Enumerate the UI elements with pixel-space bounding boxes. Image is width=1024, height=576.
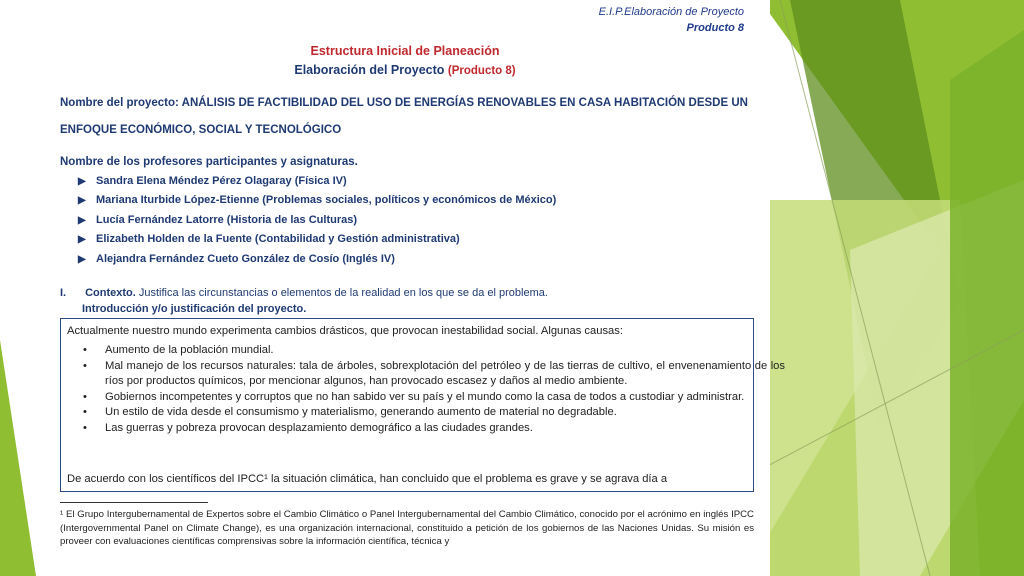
professor-item: ▶ Lucía Fernández Latorre (Historia de las Culturas) [78,214,358,226]
project-name-line2: ENFOQUE ECONÓMICO, SOCIAL Y TECNOLÓGICO [60,124,342,136]
context-text: Justifica las circunstancias o elementos de la realidad en los que se da el problema. [138,287,548,299]
arrow-bullet-icon: ▶ [78,234,86,245]
professor-item: ▶ Alejandra Fernández Cueto González de Cosío (Inglés IV) [78,253,395,265]
document-page [40,0,785,576]
arrow-bullet-icon: ▶ [78,176,86,187]
box-tail: De acuerdo con los científicos del IPCC¹ la situación climática, han concluido que el problema es grave y se agrava día a [67,473,668,485]
context-box [60,318,785,492]
context-subtitle: Introducción y/o justificación del proyecto. [82,303,307,315]
list-item: • Las guerras y pobreza provocan desplazamiento demográfico a las ciudades grandes. [105,421,785,437]
page-subtitle [40,63,770,77]
left-green-triangle [0,340,36,576]
footnote: ¹ El Grupo Intergubernamental de Expertos sobre el Cambio Climático o Panel Intergubernamental del Cambio Climático, conocido por el acrónimo en inglés IPCC (Intergovernmental Panel on Climate Change), es una organización internacional, constituido a petición de los gobiernos de las Naciones Unidas. Su misión es proveer con evaluaciones científicas comprensivas sobre la información científica, técnica y [60,509,754,547]
subtitle-main: Elaboración del Proyecto [294,63,445,77]
professor-item: ▶ Elizabeth Holden de la Fuente (Contabilidad y Gestión administrativa) [78,233,460,245]
subtitle-product: (Producto 8) [447,65,516,77]
professors-label: Nombre de los profesores participantes y asignaturas. [60,156,358,168]
project-name-text-1: ANÁLISIS DE FACTIBILIDAD DEL USO DE ENERGÍAS RENOVABLES EN CASA HABITACIÓN DESDE UN [181,97,748,109]
context-heading [60,287,548,299]
professor-item: ▶ Mariana Iturbide López-Etienne (Problemas sociales, políticos y económicos de México) [78,194,557,206]
right-green-bright [950,30,1024,576]
header-title: E.I.P.Elaboración de Proyecto [598,6,744,18]
list-item: • Mal manejo de los recursos naturales: tala de árboles, sobrexplotación del petróleo y de las tierras de cultivo, el envenenamiento de los ríos por productos químicos, por mencionar algunos, han provocado escasez y daños al medio ambiente. [105,359,785,390]
page-title: Estructura Inicial de Planeación [310,44,500,58]
list-item: • Aumento de la población mundial. [105,343,785,359]
project-name-line1 [60,97,760,109]
causes-list [67,343,785,437]
arrow-bullet-icon: ▶ [78,254,86,265]
list-item: • Gobiernos incompetentes y corruptos que no han sabido ver su país y el mundo como la casa de todos a custodiar y administrar. [105,390,785,406]
box-intro: Actualmente nuestro mundo experimenta cambios drásticos, que provocan inestabilidad social. Algunas causas: [67,325,623,337]
project-label: Nombre del proyecto: [60,97,179,109]
footnote-divider [60,502,208,503]
list-item: • Un estilo de vida desde el consumismo y materialismo, generando aumento de material no degradable. [105,405,785,421]
header-product: Producto 8 [686,22,744,34]
professor-item: ▶ Sandra Elena Méndez Pérez Olagaray (Física IV) [78,175,347,187]
arrow-bullet-icon: ▶ [78,215,86,226]
context-label: Contexto. [85,287,136,299]
context-numeral: I. [60,287,67,299]
arrow-bullet-icon: ▶ [78,195,86,206]
